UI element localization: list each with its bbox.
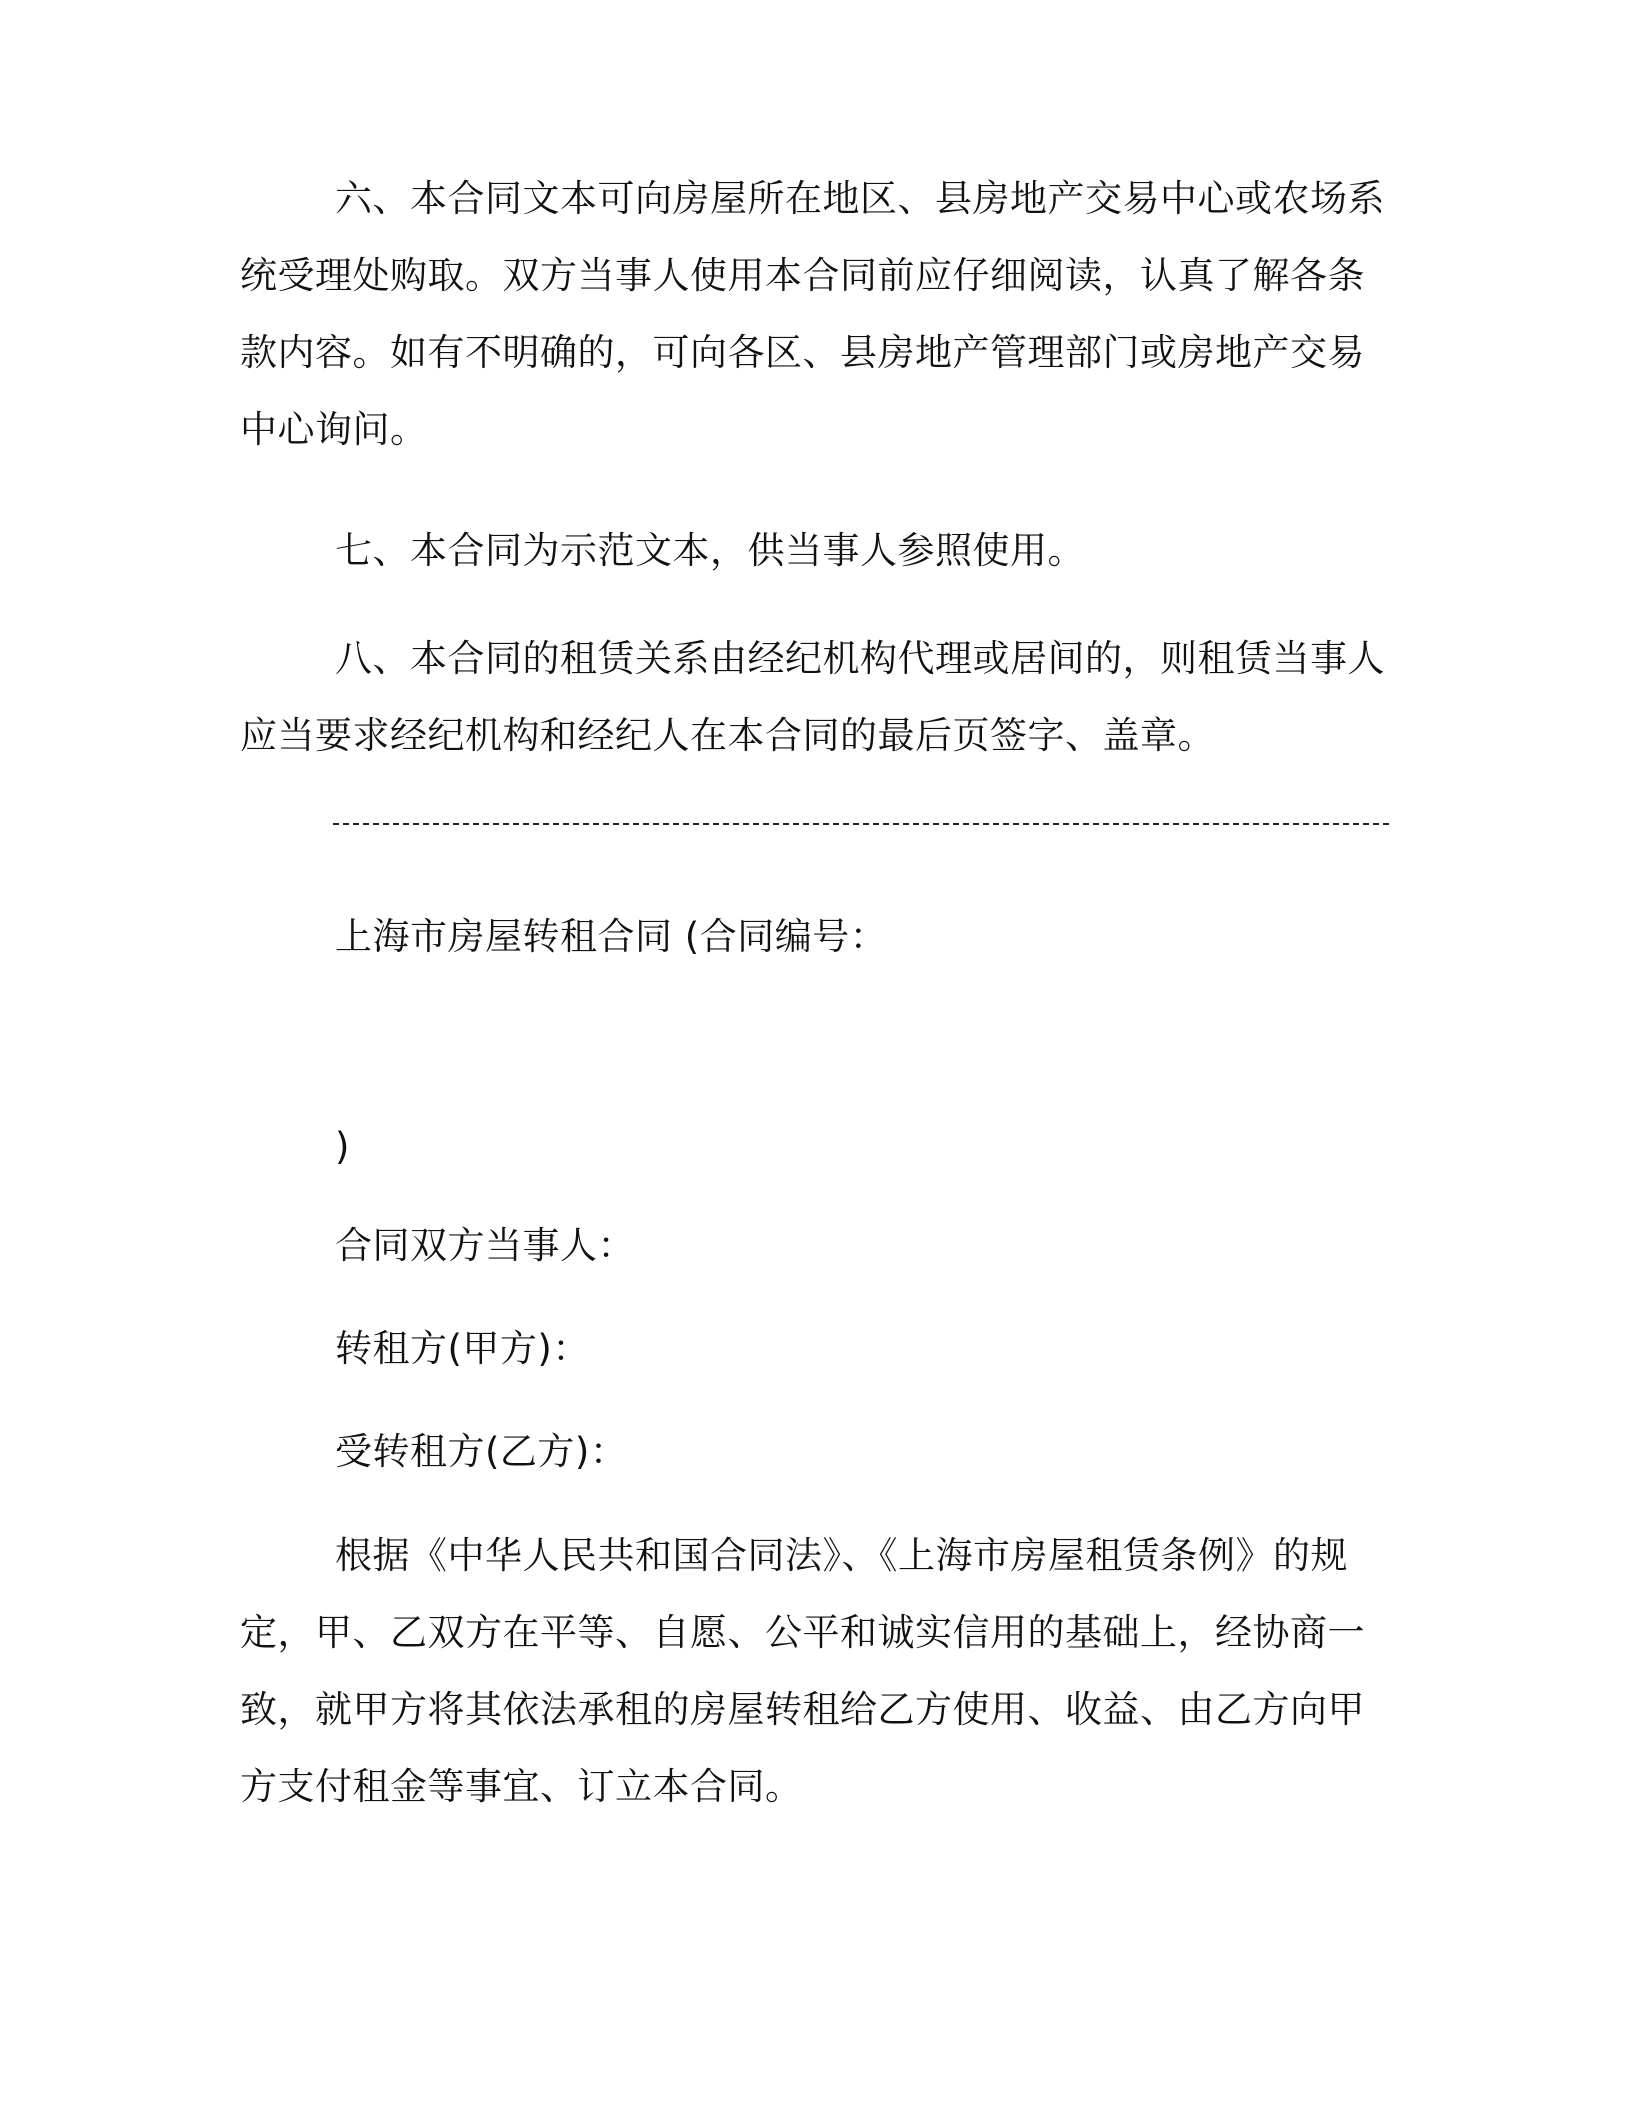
party-a-label: 转租方(甲方)： [335, 1327, 590, 1370]
parties-label: 合同双方当事人： [335, 1224, 635, 1267]
contract-preamble: 根据《中华人民共和国合同法》、《上海市房屋租赁条例》的规定，甲、乙双方在平等、自愿、公平和诚实信用的基础上，经协商一致，就甲方将其依法承租的房屋转租给乙方使用、收益、由乙方向甲方支付租金等事宜、订立本合同。 [240, 1534, 1365, 1808]
contract-number-close: ) [335, 1125, 350, 1168]
clause-six-paragraph: 六、本合同文本可向房屋所在地区、县房地产交易中心或农场系统受理处购取。双方当事人使用本合同前应仔细阅读，认真了解各条款内容。如有不明确的，可向各区、县房地产管理部门或房地产交易中心询问。 [240, 177, 1385, 451]
clause-eight-paragraph: 八、本合同的租赁关系由经纪机构代理或居间的，则租赁当事人应当要求经纪机构和经纪人在本合同的最后页签字、盖章。 [240, 637, 1385, 757]
contract-title: 上海市房屋转租合同 (合同编号： [335, 915, 888, 958]
clause-seven-paragraph: 七、本合同为示范文本，供当事人参照使用。 [335, 529, 1085, 572]
section-divider [333, 823, 1389, 825]
party-b-label: 受转租方(乙方)： [335, 1430, 628, 1473]
